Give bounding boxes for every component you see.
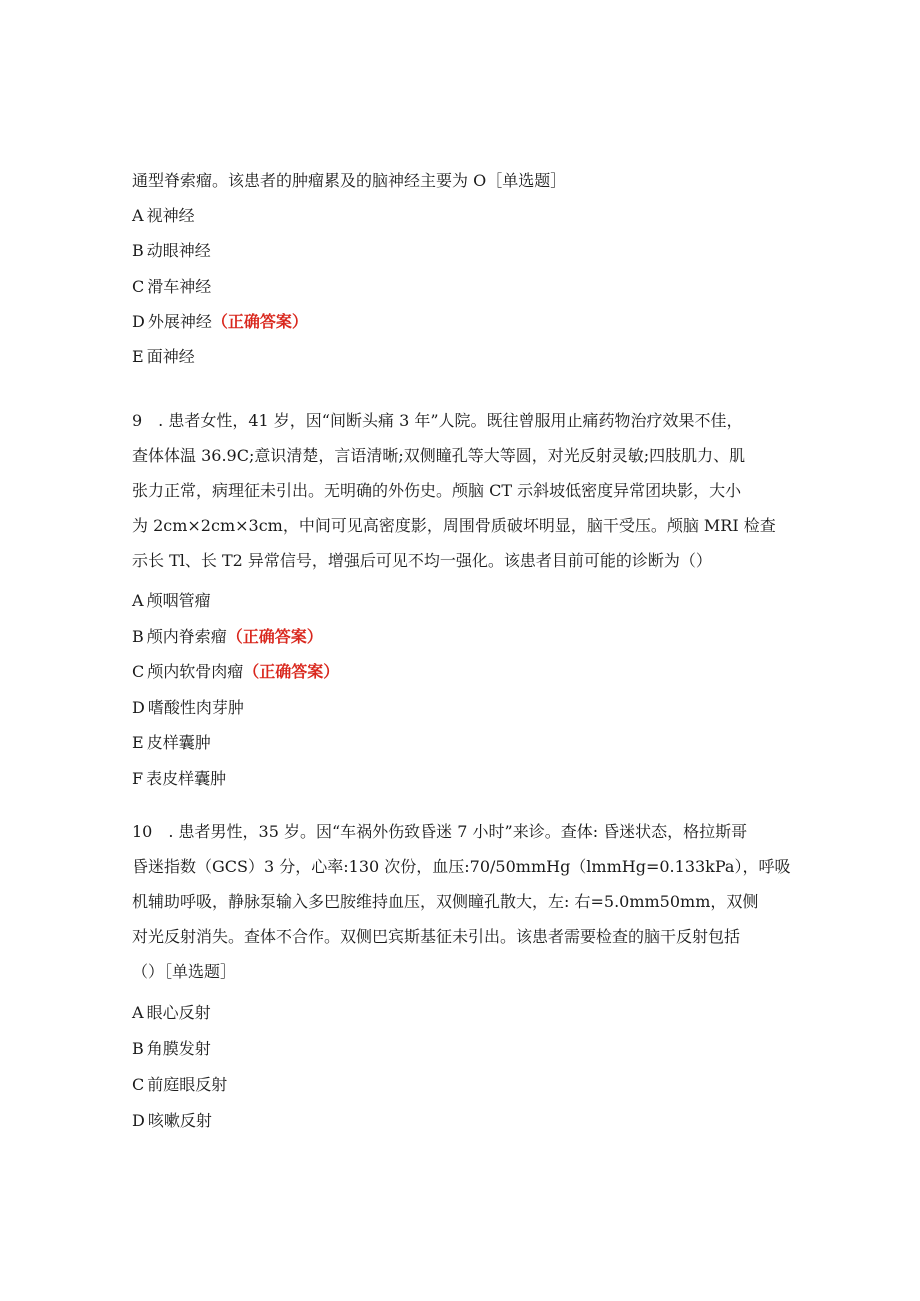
correct-answer-mark: （正确答案） — [243, 662, 340, 681]
option-text: 颅内软骨肉瘤 — [147, 662, 244, 681]
option-letter: F — [132, 769, 144, 788]
option-text: 前庭眼反射 — [147, 1075, 228, 1094]
option-letter: E — [132, 347, 144, 366]
q9-stem-line: 9 . 患者女性，41 岁，因“间断头痛 3 年”人院。既往曾服用止痛药物治疗效果不佳， — [132, 411, 743, 430]
q8-stem — [132, 170, 792, 192]
q10-option-d — [132, 1110, 792, 1132]
option-letter: A — [132, 206, 144, 225]
option-text: 咳嗽反射 — [147, 1111, 212, 1130]
q9-option-c — [132, 661, 792, 683]
option-letter: A — [132, 591, 144, 610]
option-text: 颅咽管瘤 — [146, 591, 211, 610]
option-letter: D — [132, 698, 145, 717]
q9-stem-line: 示长 Tl、长 T2 异常信号，增强后可见不均一强化。该患者目前可能的诊断为（） — [132, 551, 712, 570]
q10-option-b — [132, 1038, 792, 1060]
option-letter: B — [132, 627, 144, 646]
q9-option-f — [132, 768, 792, 790]
option-letter: D — [132, 312, 145, 331]
q9-option-a — [132, 590, 792, 612]
option-letter: C — [132, 662, 145, 681]
option-text: 外展神经 — [147, 312, 212, 331]
q9-option-e — [132, 732, 792, 754]
q8-option-a — [132, 205, 792, 227]
q9-stem — [132, 403, 782, 578]
option-letter: C — [132, 277, 145, 296]
option-text: 面神经 — [146, 347, 195, 366]
option-text: 表皮样囊肿 — [146, 769, 227, 788]
q8-stem-text: 通型脊索瘤。该患者的肿瘤累及的脑神经主要为 O［单选题］ — [132, 171, 567, 190]
q9-stem-line: 为 2cm×2cm×3cm，中间可见高密度影，周围骨质破坏明显，脑干受压。颅脑 MRI 检查 — [132, 516, 776, 535]
q9-option-b — [132, 626, 792, 648]
option-letter: A — [132, 1003, 144, 1022]
q10-option-c — [132, 1074, 792, 1096]
option-letter: B — [132, 241, 144, 260]
q9-option-d — [132, 697, 792, 719]
q8-option-e — [132, 346, 792, 368]
correct-answer-mark: （正确答案） — [226, 627, 323, 646]
option-letter: E — [132, 733, 144, 752]
option-text: 角膜发射 — [146, 1039, 211, 1058]
option-text: 动眼神经 — [146, 241, 211, 260]
q8-option-b — [132, 240, 792, 262]
q10-stem-line: 机辅助呼吸，静脉泵输入多巴胺维持血压，双侧瞳孔散大，左: 右=5.0mm50mm，双侧 — [132, 892, 759, 911]
q9-stem-line: 张力正常，病理征未引出。无明确的外伤史。颅脑 CT 示斜坡低密度异常团块影，大小 — [132, 481, 742, 500]
option-text: 皮样囊肿 — [146, 733, 211, 752]
option-letter: B — [132, 1039, 144, 1058]
option-letter: C — [132, 1075, 145, 1094]
q8-option-c — [132, 276, 792, 298]
option-text: 眼心反射 — [146, 1003, 211, 1022]
q9-stem-line: 查体体温 36.9C;意识清楚，言语清晰;双侧瞳孔等大等圆，对光反射灵敏;四肢肌力、肌 — [132, 446, 746, 465]
option-text: 视神经 — [146, 206, 195, 225]
option-text: 颅内脊索瘤 — [146, 627, 227, 646]
q10-stem-line: （）［单选题］ — [132, 962, 237, 981]
q10-stem-line: 对光反射消失。查体不合作。双侧巴宾斯基征未引出。该患者需要检查的脑干反射包括 — [132, 927, 741, 946]
q10-stem-line: 10 . 患者男性，35 岁。因“车祸外伤致昏迷 7 小时”来诊。查体: 昏迷状态，格拉斯哥 — [132, 822, 748, 841]
correct-answer-mark: （正确答案） — [211, 312, 308, 331]
option-text: 滑车神经 — [147, 277, 212, 296]
option-letter: D — [132, 1111, 145, 1130]
option-text: 嗜酸性肉芽肿 — [147, 698, 244, 717]
q10-stem-line: 昏迷指数（GCS）3 分，心率:130 次份，血压:70/50mmHg（lmmHg=0.133kPa），呼吸 — [132, 857, 791, 876]
q8-option-d — [132, 311, 792, 333]
q10-option-a — [132, 1002, 792, 1024]
q10-stem — [132, 814, 791, 989]
